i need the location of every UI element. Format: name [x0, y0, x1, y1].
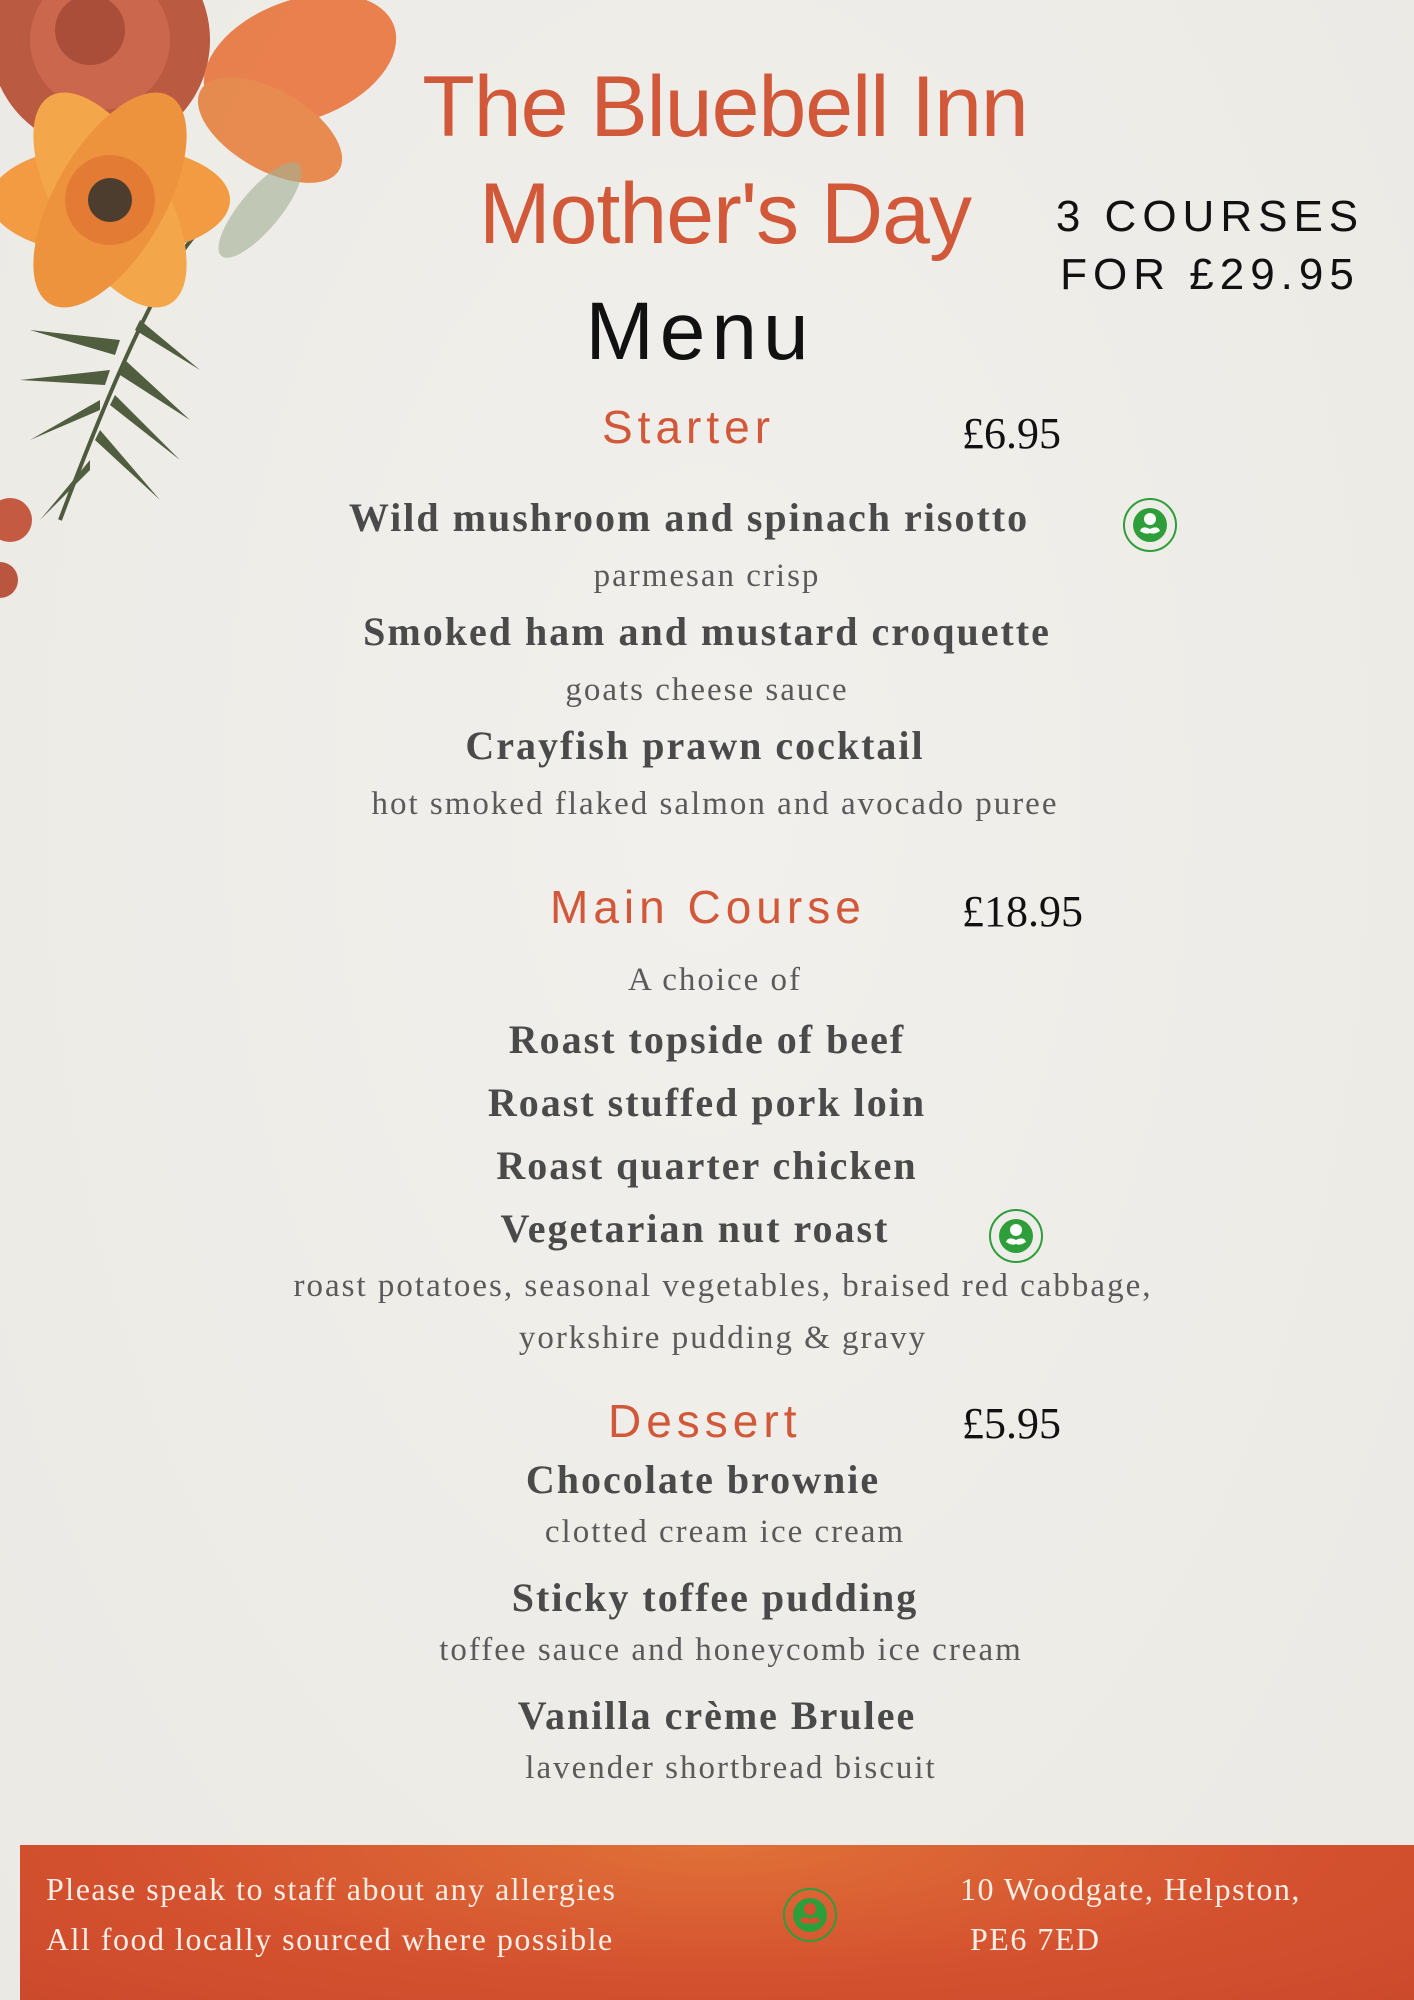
dessert-item-desc: lavender shortbread biscuit	[525, 1750, 937, 1786]
main-sides-line-2: yorkshire pudding & gravy	[518, 1320, 928, 1356]
main-item-name: Vegetarian nut roast	[500, 1206, 890, 1251]
starter-item-desc: parmesan crisp	[593, 558, 821, 594]
main-item-name: Roast quarter chicken	[496, 1143, 918, 1188]
menu-heading: Menu	[585, 286, 815, 377]
address-line-1: 10 Woodgate, Helpston,	[960, 1871, 1301, 1907]
main-item-name: Roast topside of beef	[508, 1017, 906, 1062]
main-sides-line-1: roast potatoes, seasonal vegetables, braised red cabbage,	[293, 1268, 1153, 1304]
starter-item-desc: goats cheese sauce	[565, 672, 849, 708]
restaurant-name: The Bluebell Inn	[422, 59, 1028, 155]
main-item-name: Roast stuffed pork loin	[487, 1080, 927, 1125]
sourcing-note: All food locally sourced where possible	[46, 1921, 614, 1957]
footer-banner	[20, 1845, 1414, 2000]
promo-line-1: 3 COURSES	[1055, 192, 1365, 241]
starter-item-desc: hot smoked flaked salmon and avocado puree	[371, 786, 1059, 822]
main-course-title: Main Course	[550, 881, 866, 933]
occasion-title: Mother's Day	[479, 166, 971, 262]
allergy-note: Please speak to staff about any allergies	[46, 1871, 617, 1907]
vegetarian-badge-icon	[1122, 497, 1178, 553]
promo-offer	[1040, 188, 1380, 304]
starter-item-name: Wild mushroom and spinach risotto	[348, 495, 1030, 540]
promo-line-2: FOR £29.95	[1060, 250, 1360, 299]
main-course-price: £18.95	[962, 887, 1083, 936]
starter-item-name: Crayfish prawn cocktail	[465, 723, 925, 768]
dessert-item-desc: toffee sauce and honeycomb ice cream	[439, 1632, 1023, 1668]
dessert-item-name: Vanilla crème Brulee	[517, 1693, 917, 1738]
vegetarian-badge-icon	[782, 1887, 838, 1943]
starter-price: £6.95	[962, 409, 1061, 458]
dessert-price: £5.95	[962, 1399, 1061, 1448]
starter-item-name: Smoked ham and mustard croquette	[363, 609, 1051, 654]
dessert-item-desc: clotted cream ice cream	[544, 1514, 906, 1550]
dessert-item-name: Chocolate brownie	[525, 1457, 881, 1502]
vegetarian-badge-icon	[988, 1208, 1044, 1264]
dessert-title: Dessert	[608, 1395, 802, 1447]
dessert-item-name: Sticky toffee pudding	[511, 1575, 919, 1620]
main-course-intro: A choice of	[627, 962, 803, 998]
starter-title: Starter	[602, 401, 776, 453]
address-line-2: PE6 7ED	[970, 1921, 1101, 1957]
